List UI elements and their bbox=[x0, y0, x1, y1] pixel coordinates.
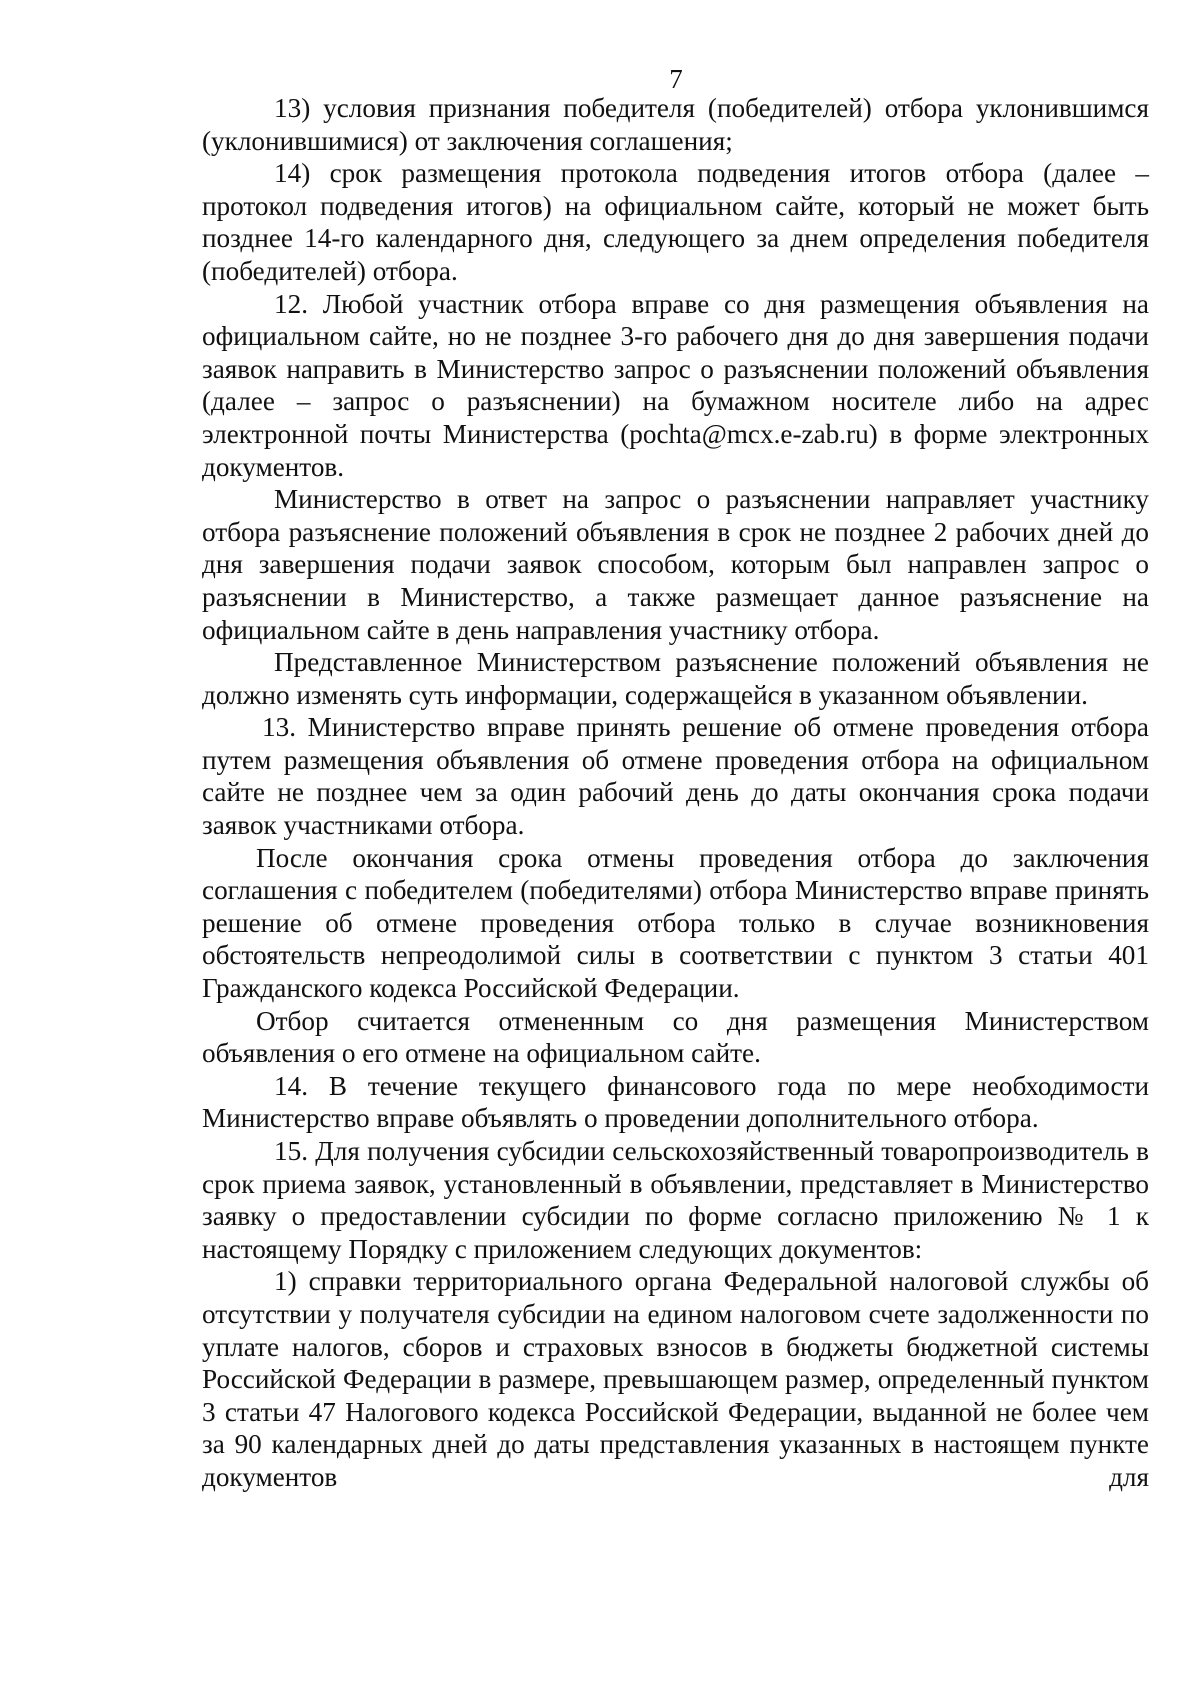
paragraph-14-protocol-term: 14) срок размещения протокола подведения итогов отбора (далее – протокол подведения итогов) на официальном сайте, который не может быть позднее 14-го календарного дня, следующего за днем определения победителя (победителей) отбора. bbox=[202, 158, 1149, 286]
paragraph-12-request: 12. Любой участник отбора вправе со дня размещения объявления на официальном сайте, но не позднее 3-го рабочего дня до дня завершения подачи заявок направить в Министерство запрос о разъяснении положений объявления (далее – запрос о разъяснении) на бумажном носителе либо на адрес электронной почты Министерства (pochta@mcx.e-zab.ru) в форме электронных документов. bbox=[202, 288, 1149, 482]
paragraph-13-cancelled: Отбор считается отмененным со дня размещения Министерством объявления о его отмене на официальном сайте. bbox=[202, 1005, 1149, 1069]
paragraph-13-force-majeure: После окончания срока отмены проведения отбора до заключения соглашения с победителем (победителями) отбора Министерство вправе принять решение об отмене проведения отбора только в случае возникновения обстоятельств непреодолимой силы в соответствии с пунктом 3 статьи 401 Гражданского кодекса Российской Федерации. bbox=[202, 842, 1149, 1004]
page-number: 7 bbox=[669, 64, 683, 94]
paragraph-13-conditions: 13) условия признания победителя (победителей) отбора уклонившимся (уклонившимися) от заключения соглашения; bbox=[202, 93, 1149, 156]
paragraph-15-item-1: 1) справки территориального органа Федеральной налоговой службы об отсутствии у получателя субсидии на едином налоговом счете задолженности по уплате налогов, сборов и страховых взносов в бюджеты бюджетной системы Российской Федерации в размере, превышающем размер, определенный пунктом 3 статьи 47 Налогового кодекса Российской Федерации, выданной не более чем за 90 календарных дней до даты представления указанных в настоящем пункте документов для bbox=[202, 1266, 1149, 1492]
paragraph-13-cancel: 13. Министерство вправе принять решение об отмене проведения отбора путем размещения объявления об отмене проведения отбора на официальном сайте не позднее чем за один рабочий день до даты окончания срока подачи заявок участниками отбора. bbox=[202, 712, 1149, 841]
paragraph-12-response: Министерство в ответ на запрос о разъяснении направляет участнику отбора разъяснение положений объявления в срок не позднее 2 рабочих дней до дня завершения подачи заявок способом, которым был направлен запрос о разъяснении в Министерство, а также размещает данное разъяснение на официальном сайте в день направления участнику отбора. bbox=[202, 484, 1149, 645]
paragraph-12-clarification: Представленное Министерством разъяснение положений объявления не должно изменять суть информации, содержащейся в указанном объявлении. bbox=[202, 647, 1149, 710]
paragraph-14-additional: 14. В течение текущего финансового года по мере необходимости Министерство вправе объявлять о проведении дополнительного отбора. bbox=[202, 1070, 1149, 1134]
document-body bbox=[202, 92, 1149, 1494]
paragraph-15-application: 15. Для получения субсидии сельскохозяйственный товаропроизводитель в срок приема заявок, установленный в объявлении, представляет в Министерство заявку о предоставлении субсидии по форме согласно приложению № 1 к настоящему Порядку с приложением следующих документов: bbox=[202, 1136, 1149, 1264]
